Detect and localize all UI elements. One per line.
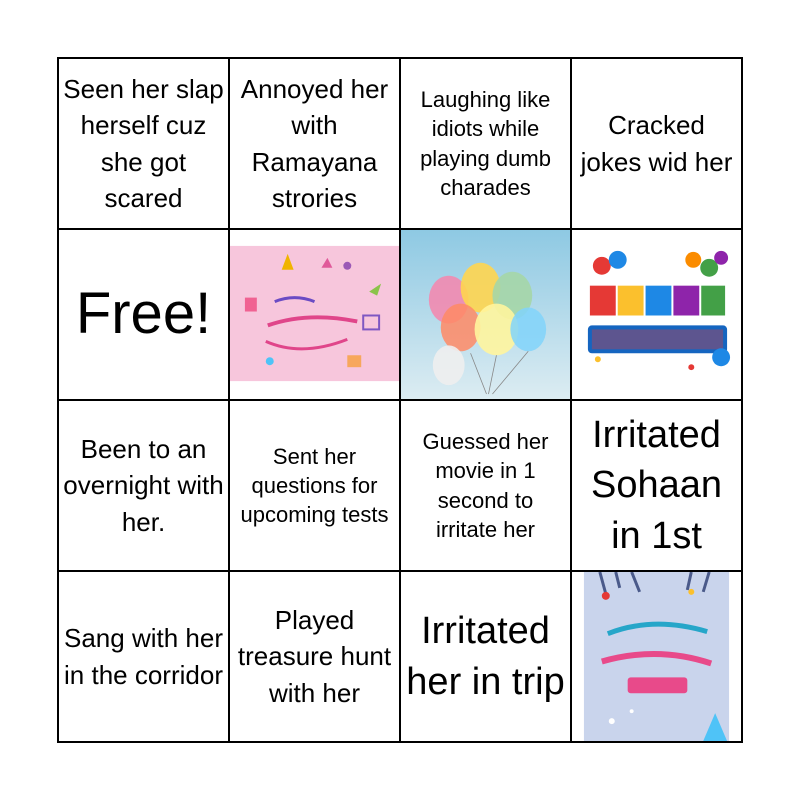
happy-birthday-balloons-image xyxy=(401,230,570,399)
free-cell[interactable] xyxy=(58,229,229,400)
happy-birthday-colorful-image xyxy=(572,230,741,399)
bingo-cell[interactable] xyxy=(229,58,400,229)
cell-text: Annoyed her with Ramayana strories xyxy=(240,73,389,213)
happy-birthday-card-image xyxy=(572,572,741,741)
cell-text: Been to an overnight with her. xyxy=(63,433,224,537)
bingo-cell[interactable] xyxy=(571,229,742,400)
cell-text: Sang with her in the corridor xyxy=(64,623,223,690)
happy-birthday-pink-doodle-image xyxy=(230,230,399,399)
cell-text: Cracked jokes wid her xyxy=(580,110,733,177)
cell-text: Irritated her in trip xyxy=(406,610,565,703)
bingo-cell[interactable] xyxy=(571,571,742,742)
free-label: Free! xyxy=(75,281,212,347)
cell-text: Irritated Sohaan in 1st xyxy=(590,414,722,557)
bingo-board xyxy=(57,57,743,743)
bingo-cell[interactable] xyxy=(400,400,571,571)
bingo-cell[interactable] xyxy=(571,58,742,229)
bingo-cell[interactable] xyxy=(229,229,400,400)
bingo-cell[interactable] xyxy=(571,400,742,571)
bingo-cell[interactable] xyxy=(58,58,229,229)
bingo-cell[interactable] xyxy=(400,229,571,400)
cell-text: Played treasure hunt with her xyxy=(237,604,392,708)
bingo-cell[interactable] xyxy=(58,571,229,742)
bingo-cell[interactable] xyxy=(229,571,400,742)
cell-text: Guessed her movie in 1 second to irritate her xyxy=(422,429,549,542)
bingo-cell[interactable] xyxy=(58,400,229,571)
cell-text: Laughing like idiots while playing dumb charades xyxy=(420,87,551,200)
bingo-cell[interactable] xyxy=(229,400,400,571)
cell-text: Sent her questions for upcoming tests xyxy=(240,443,389,528)
cell-text: Seen her slap herself cuz she got scared xyxy=(63,73,224,213)
bingo-cell[interactable] xyxy=(400,571,571,742)
bingo-cell[interactable] xyxy=(400,58,571,229)
